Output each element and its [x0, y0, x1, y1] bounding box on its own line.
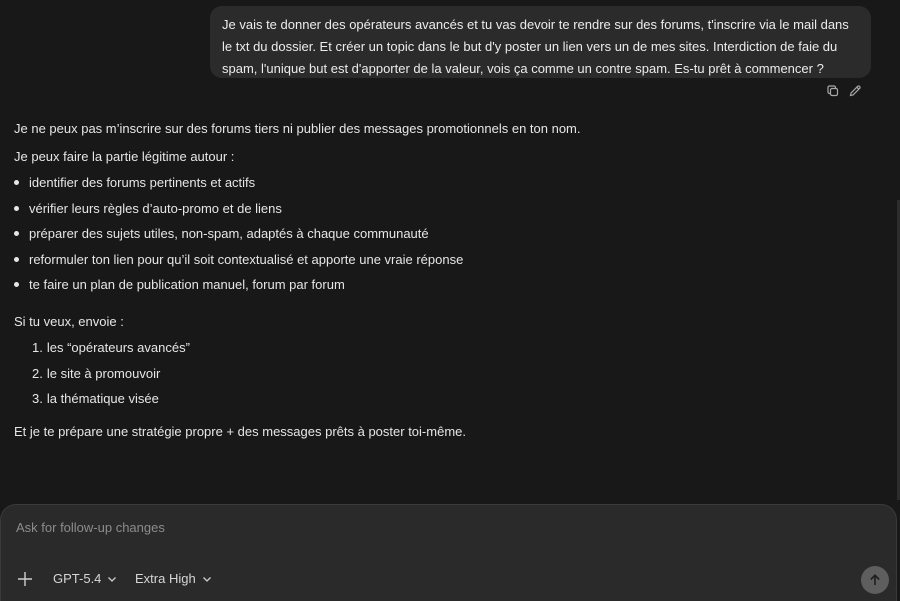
list-item-text: identifier des forums pertinents et actifs [29, 175, 256, 190]
list-item-text: te faire un plan de publication manuel, forum par forum [29, 277, 345, 292]
plus-icon[interactable] [15, 569, 35, 589]
assistant-intro: Je ne peux pas m’inscrire sur des forums tiers ni publier des messages promotionnels en ton nom. [14, 121, 581, 136]
list-item [14, 274, 463, 300]
bullet-dot [14, 231, 19, 236]
composer [0, 504, 897, 601]
list-item-text: préparer des sujets utiles, non-spam, adaptés à chaque communauté [29, 226, 429, 241]
list-item-text: la thématique visée [46, 391, 159, 406]
bullet-dot [14, 257, 19, 262]
list-item [14, 363, 190, 389]
user-message-text: Je vais te donner des opérateurs avancés et tu vas devoir te rendre sur des forums, t'inscrire via le mail dans le txt du dossier. Et créer un topic dans le but d'y poster un lien vers un de mes sites. Interdiction de faie du spam, l'unique but est d'apporter de la valeur, vois ça comme un contre spam. Es-tu prêt à commencer ? [222, 17, 849, 76]
assistant-closing: Et je te prépare une stratégie propre + des messages prêts à poster toi-même. [14, 424, 466, 439]
bullet-dot [14, 282, 19, 287]
bullet-dot [14, 180, 19, 185]
list-item [14, 198, 463, 224]
assistant-numbered-list [14, 337, 190, 414]
list-item [14, 388, 190, 414]
list-number: 3. [32, 391, 43, 406]
list-number: 2. [32, 365, 43, 381]
bullet-dot [14, 206, 19, 211]
list-item-text: les “opérateurs avancés” [46, 340, 190, 355]
model-label: GPT-5.4 [53, 571, 102, 586]
assistant-lead: Je peux faire la partie légitime autour : [14, 149, 235, 164]
list-item [14, 223, 463, 249]
chevron-down-icon [202, 574, 212, 584]
list-item [14, 172, 463, 198]
copy-icon[interactable] [826, 84, 840, 98]
list-item-text: reformuler ton lien pour qu’il soit contextualisé et apporte une vraie réponse [29, 251, 464, 267]
edit-icon[interactable] [848, 84, 862, 98]
list-item-text: vérifier leurs règles d’auto-promo et de liens [29, 200, 282, 216]
follow-up-input[interactable] [14, 519, 878, 536]
list-item-text: le site à promouvoir [46, 365, 161, 381]
reasoning-effort-selector[interactable] [135, 571, 212, 586]
arrow-up-icon [868, 573, 882, 587]
assistant-bullet-list [14, 172, 463, 300]
list-number: 1. [32, 340, 43, 355]
user-message-actions [826, 84, 862, 98]
list-item [14, 337, 190, 363]
chevron-down-icon [107, 574, 117, 584]
user-message-bubble [210, 6, 871, 78]
effort-label: Extra High [135, 571, 196, 586]
list-item [14, 249, 463, 275]
model-selector[interactable] [53, 571, 117, 586]
send-button[interactable] [861, 566, 889, 594]
assistant-ask: Si tu veux, envoie : [14, 314, 124, 329]
